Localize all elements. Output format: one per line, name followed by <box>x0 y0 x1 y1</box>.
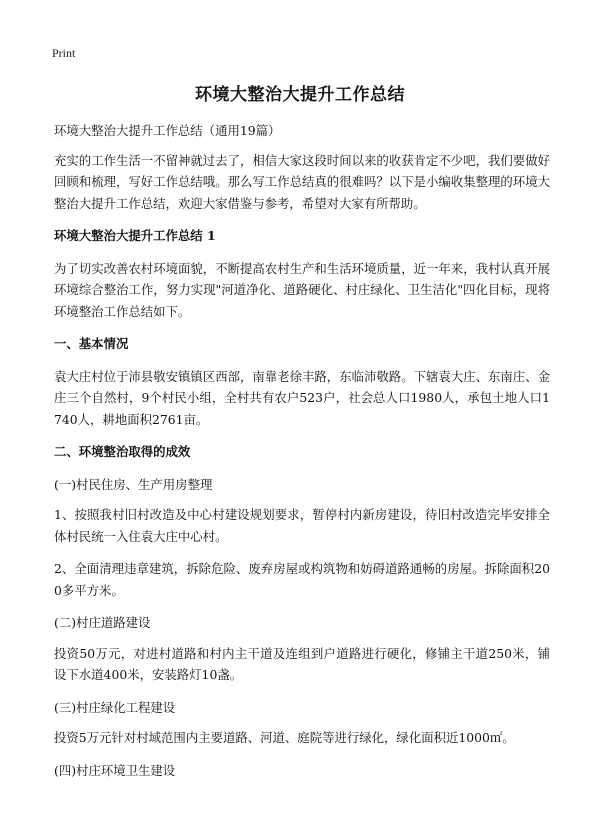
subsection-1-item-2: 2、全面清理违章建筑，拆除危险、废弃房屋或构筑物和妨碍道路通畅的房屋。拆除面积200多平方米。 <box>54 561 550 598</box>
results-heading: 二、环境整治取得的成效 <box>54 444 191 459</box>
document-body <box>54 120 550 790</box>
subsection-3-heading: (三)村庄绿化工程建设 <box>54 699 176 715</box>
subsection-1-heading: (一)村民住房、生产用房整理 <box>54 476 213 492</box>
document-subtitle: 环境大整治大提升工作总结（通用19篇） <box>54 123 281 138</box>
subsection-3-paragraph: 投资5万元针对村域范围内主要道路、河道、庭院等进行绿化，绿化面积近1000㎡。 <box>54 730 515 745</box>
subsection-4-heading: (四)村庄环境卫生建设 <box>54 762 176 778</box>
subsection-2-heading: (二)村庄道路建设 <box>54 615 151 630</box>
intro-paragraph: 充实的工作生活一不留神就过去了，相信大家这段时间以来的收获肯定不少吧，我们要做好回顾和梳理，写好工作总结哦。那么写工作总结真的很难吗？以下是小编收集整理的环境大整治大提升工作总结，欢迎大家借鉴与参考，希望对大家有所帮助。 <box>54 152 550 211</box>
basic-info-paragraph: 袁大庄村位于沛县敬安镇镇区西部，南靠老徐丰路，东临沛敬路。下辖袁大庄、东南庄、金庄三个自然村，9个村民小组，全村共有农户523户，社会总人口1980人，承包土地人口1740人，耕地面积2761亩。 <box>54 368 550 427</box>
print-link[interactable]: Print <box>52 46 76 60</box>
subsection-2-paragraph: 投资50万元，对进村道路和村内主干道及连组到户道路进行硬化，修铺主干道250米，铺设下水道400米，安装路灯10盏。 <box>54 645 550 682</box>
section-1-heading: 环境大整治大提升工作总结 1 <box>54 228 216 243</box>
basic-info-heading: 一、基本情况 <box>54 336 129 351</box>
page-title: 环境大整治大提升工作总结 <box>195 85 405 105</box>
subsection-1-item-1: 1、按照我村旧村改造及中心村建设规划要求，暂停村内新房建设，待旧村改造完毕安排全体村民统一入住袁大庄中心村。 <box>54 507 550 544</box>
section-1-paragraph: 为了切实改善农村环境面貌，不断提高农村生产和生活环境质量，近一年来，我村认真开展环境综合整治工作，努力实现"河道净化、道路硬化、村庄绿化、卫生洁化"四化目标，现将环境整治工作总结如下。 <box>54 260 550 319</box>
